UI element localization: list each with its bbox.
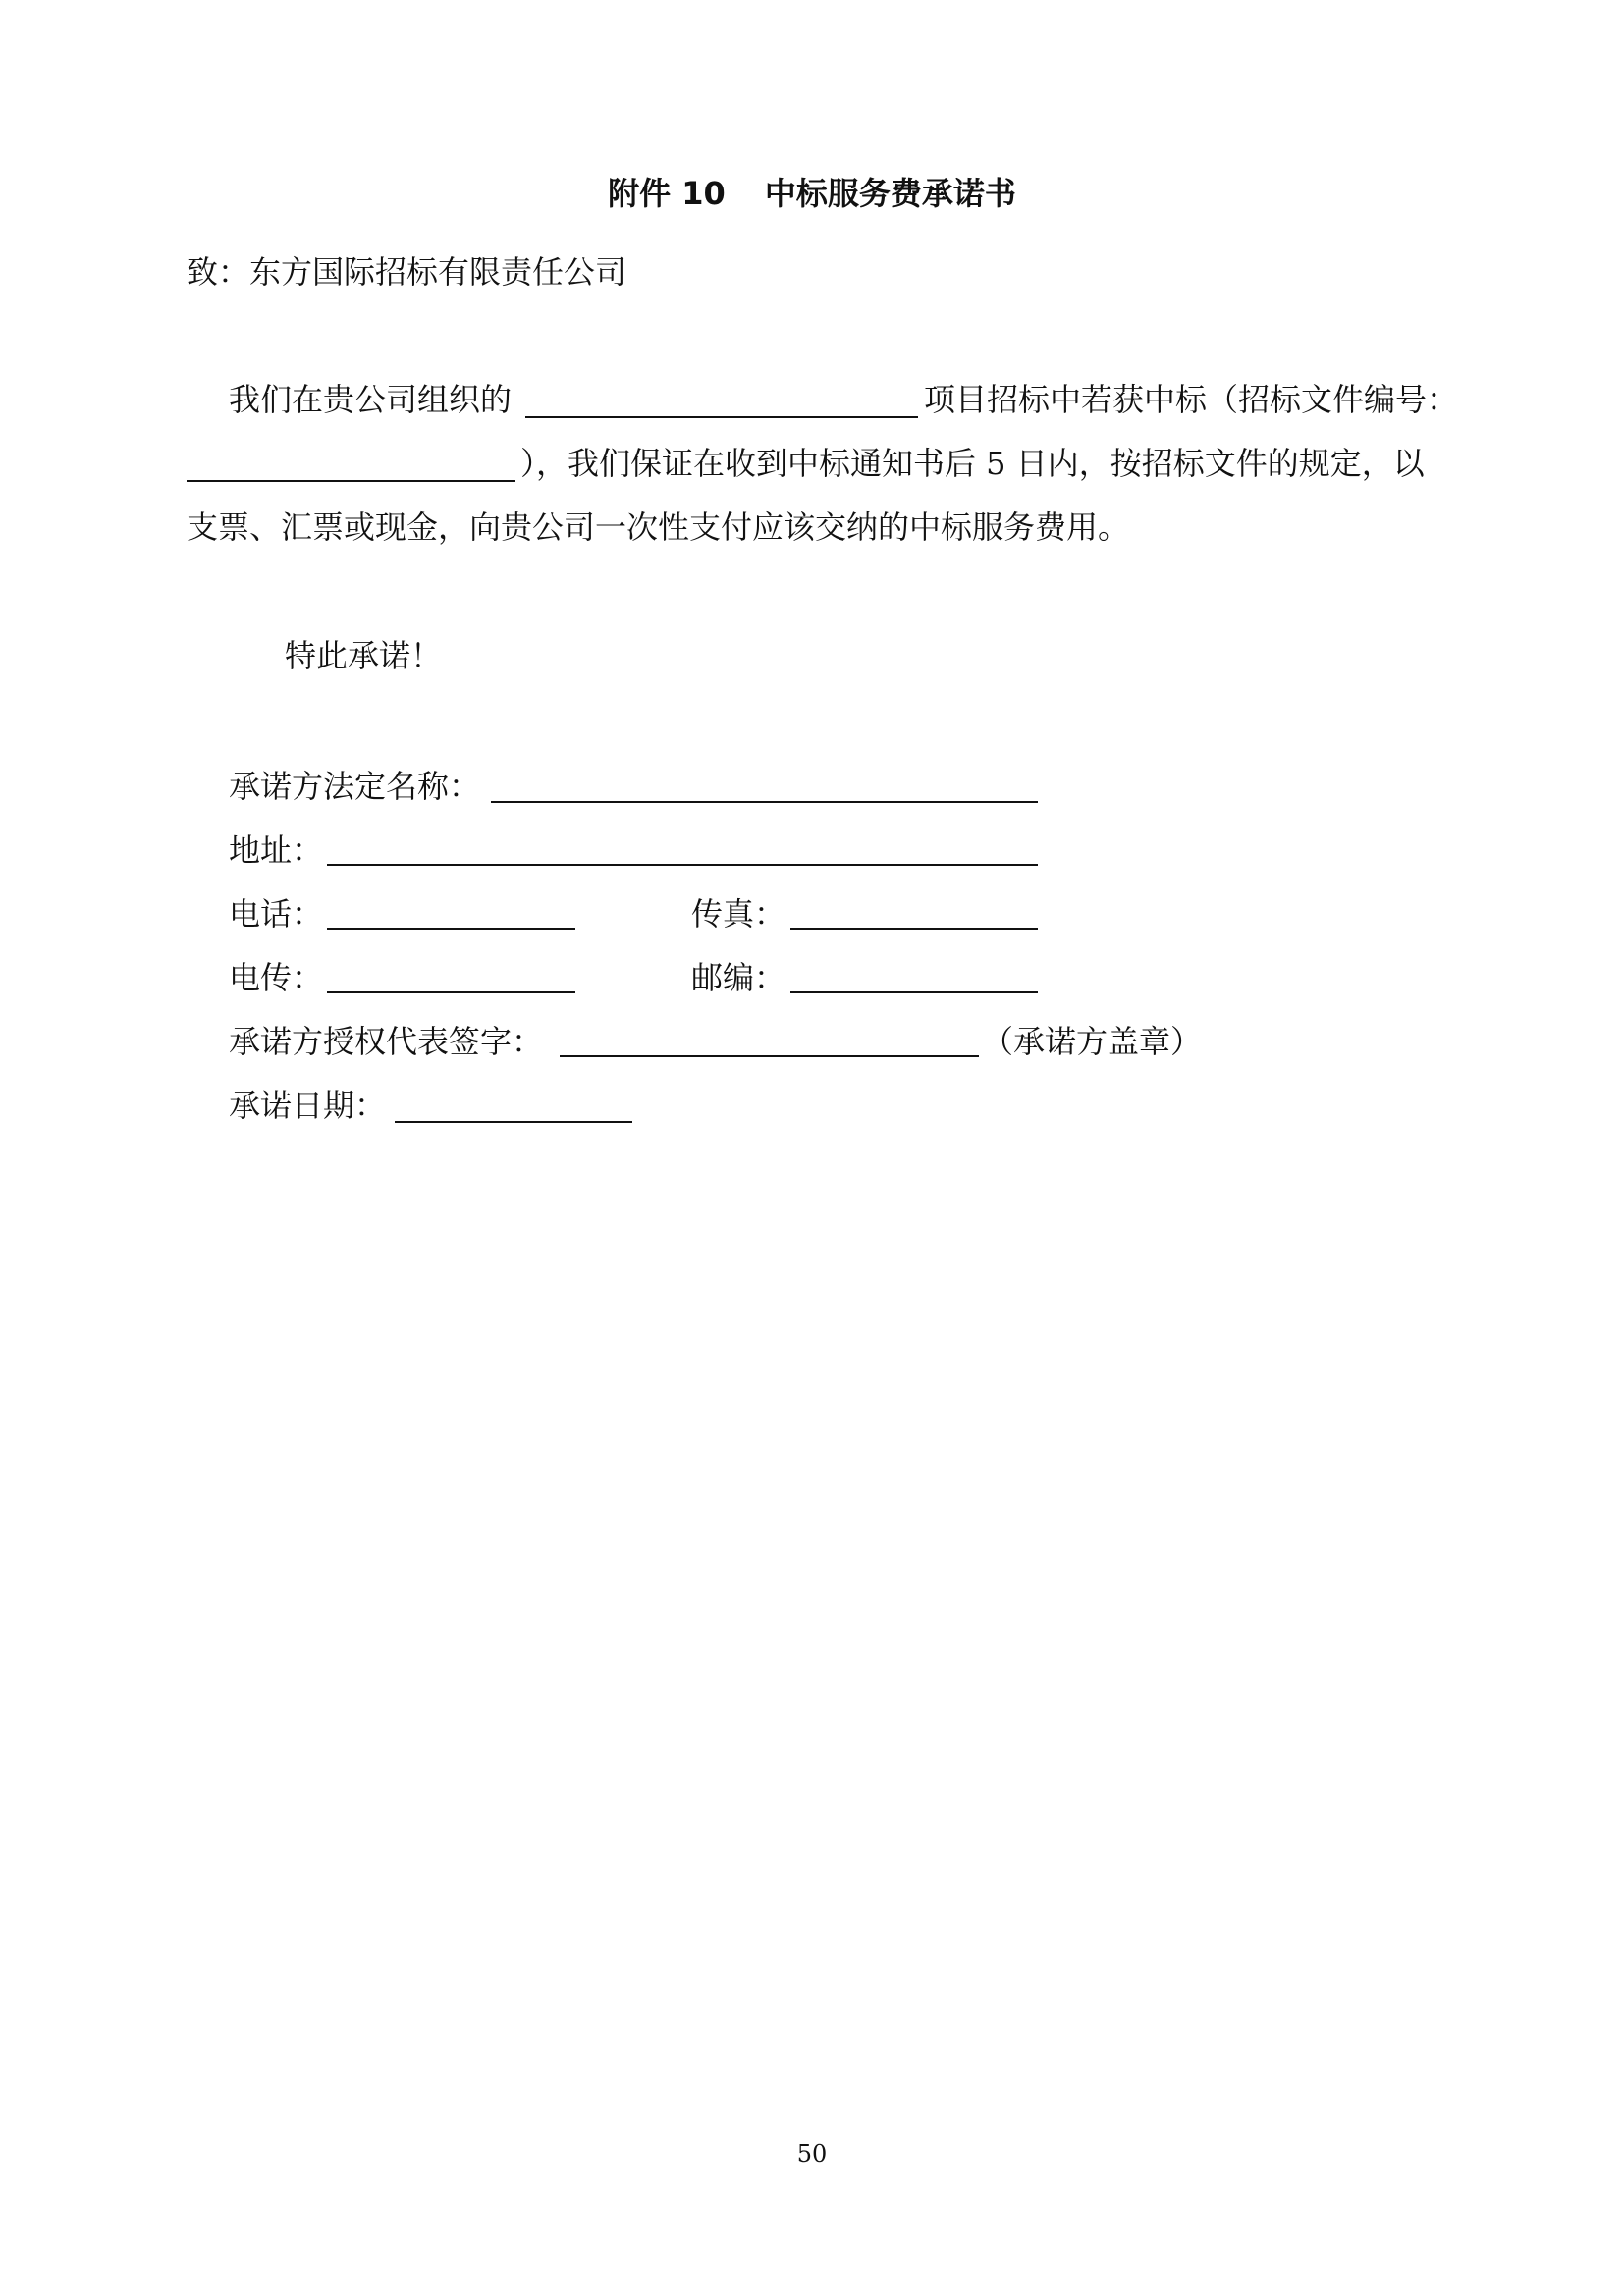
tender-number-blank: [187, 480, 515, 482]
seal-note: （承诺方盖章）: [982, 1023, 1203, 1060]
paragraph-line3: 支票、汇票或现金，向贵公司一次性支付应该交纳的中标服务费用。: [187, 508, 1130, 546]
paragraph-line1-prefix: 我们在贵公司组织的: [229, 381, 513, 418]
signature-label: 承诺方授权代表签字：: [229, 1023, 544, 1060]
telex-label: 电传：: [229, 959, 324, 996]
address-label: 地址：: [229, 831, 324, 869]
document-title: [0, 175, 1624, 212]
address-blank: [327, 864, 1038, 866]
postcode-blank: [790, 991, 1038, 993]
project-name-blank: [525, 416, 918, 418]
telex-blank: [327, 991, 575, 993]
paragraph-line2-suffix: ），我们保证在收到中标通知书后 5 日内，按招标文件的规定，以: [520, 445, 1425, 482]
legal-name-label: 承诺方法定名称：: [229, 768, 481, 805]
postcode-label: 邮编：: [691, 959, 786, 996]
closing-statement: 特此承诺！: [285, 637, 443, 674]
fax-label: 传真：: [691, 895, 786, 933]
title-text: 中标服务费承诺书: [764, 175, 1016, 212]
signature-blank: [560, 1055, 979, 1057]
phone-blank: [327, 928, 575, 930]
page-number: 50: [796, 2140, 828, 2167]
fax-blank: [790, 928, 1038, 930]
date-label: 承诺日期：: [229, 1087, 387, 1124]
paragraph-line1-suffix: 项目招标中若获中标（招标文件编号：: [924, 381, 1459, 418]
addressee: 致：东方国际招标有限责任公司: [187, 253, 627, 291]
title-attachment-number: 附件 10: [608, 175, 726, 212]
date-blank: [395, 1121, 632, 1123]
legal-name-blank: [491, 801, 1038, 803]
phone-label: 电话：: [229, 895, 324, 933]
